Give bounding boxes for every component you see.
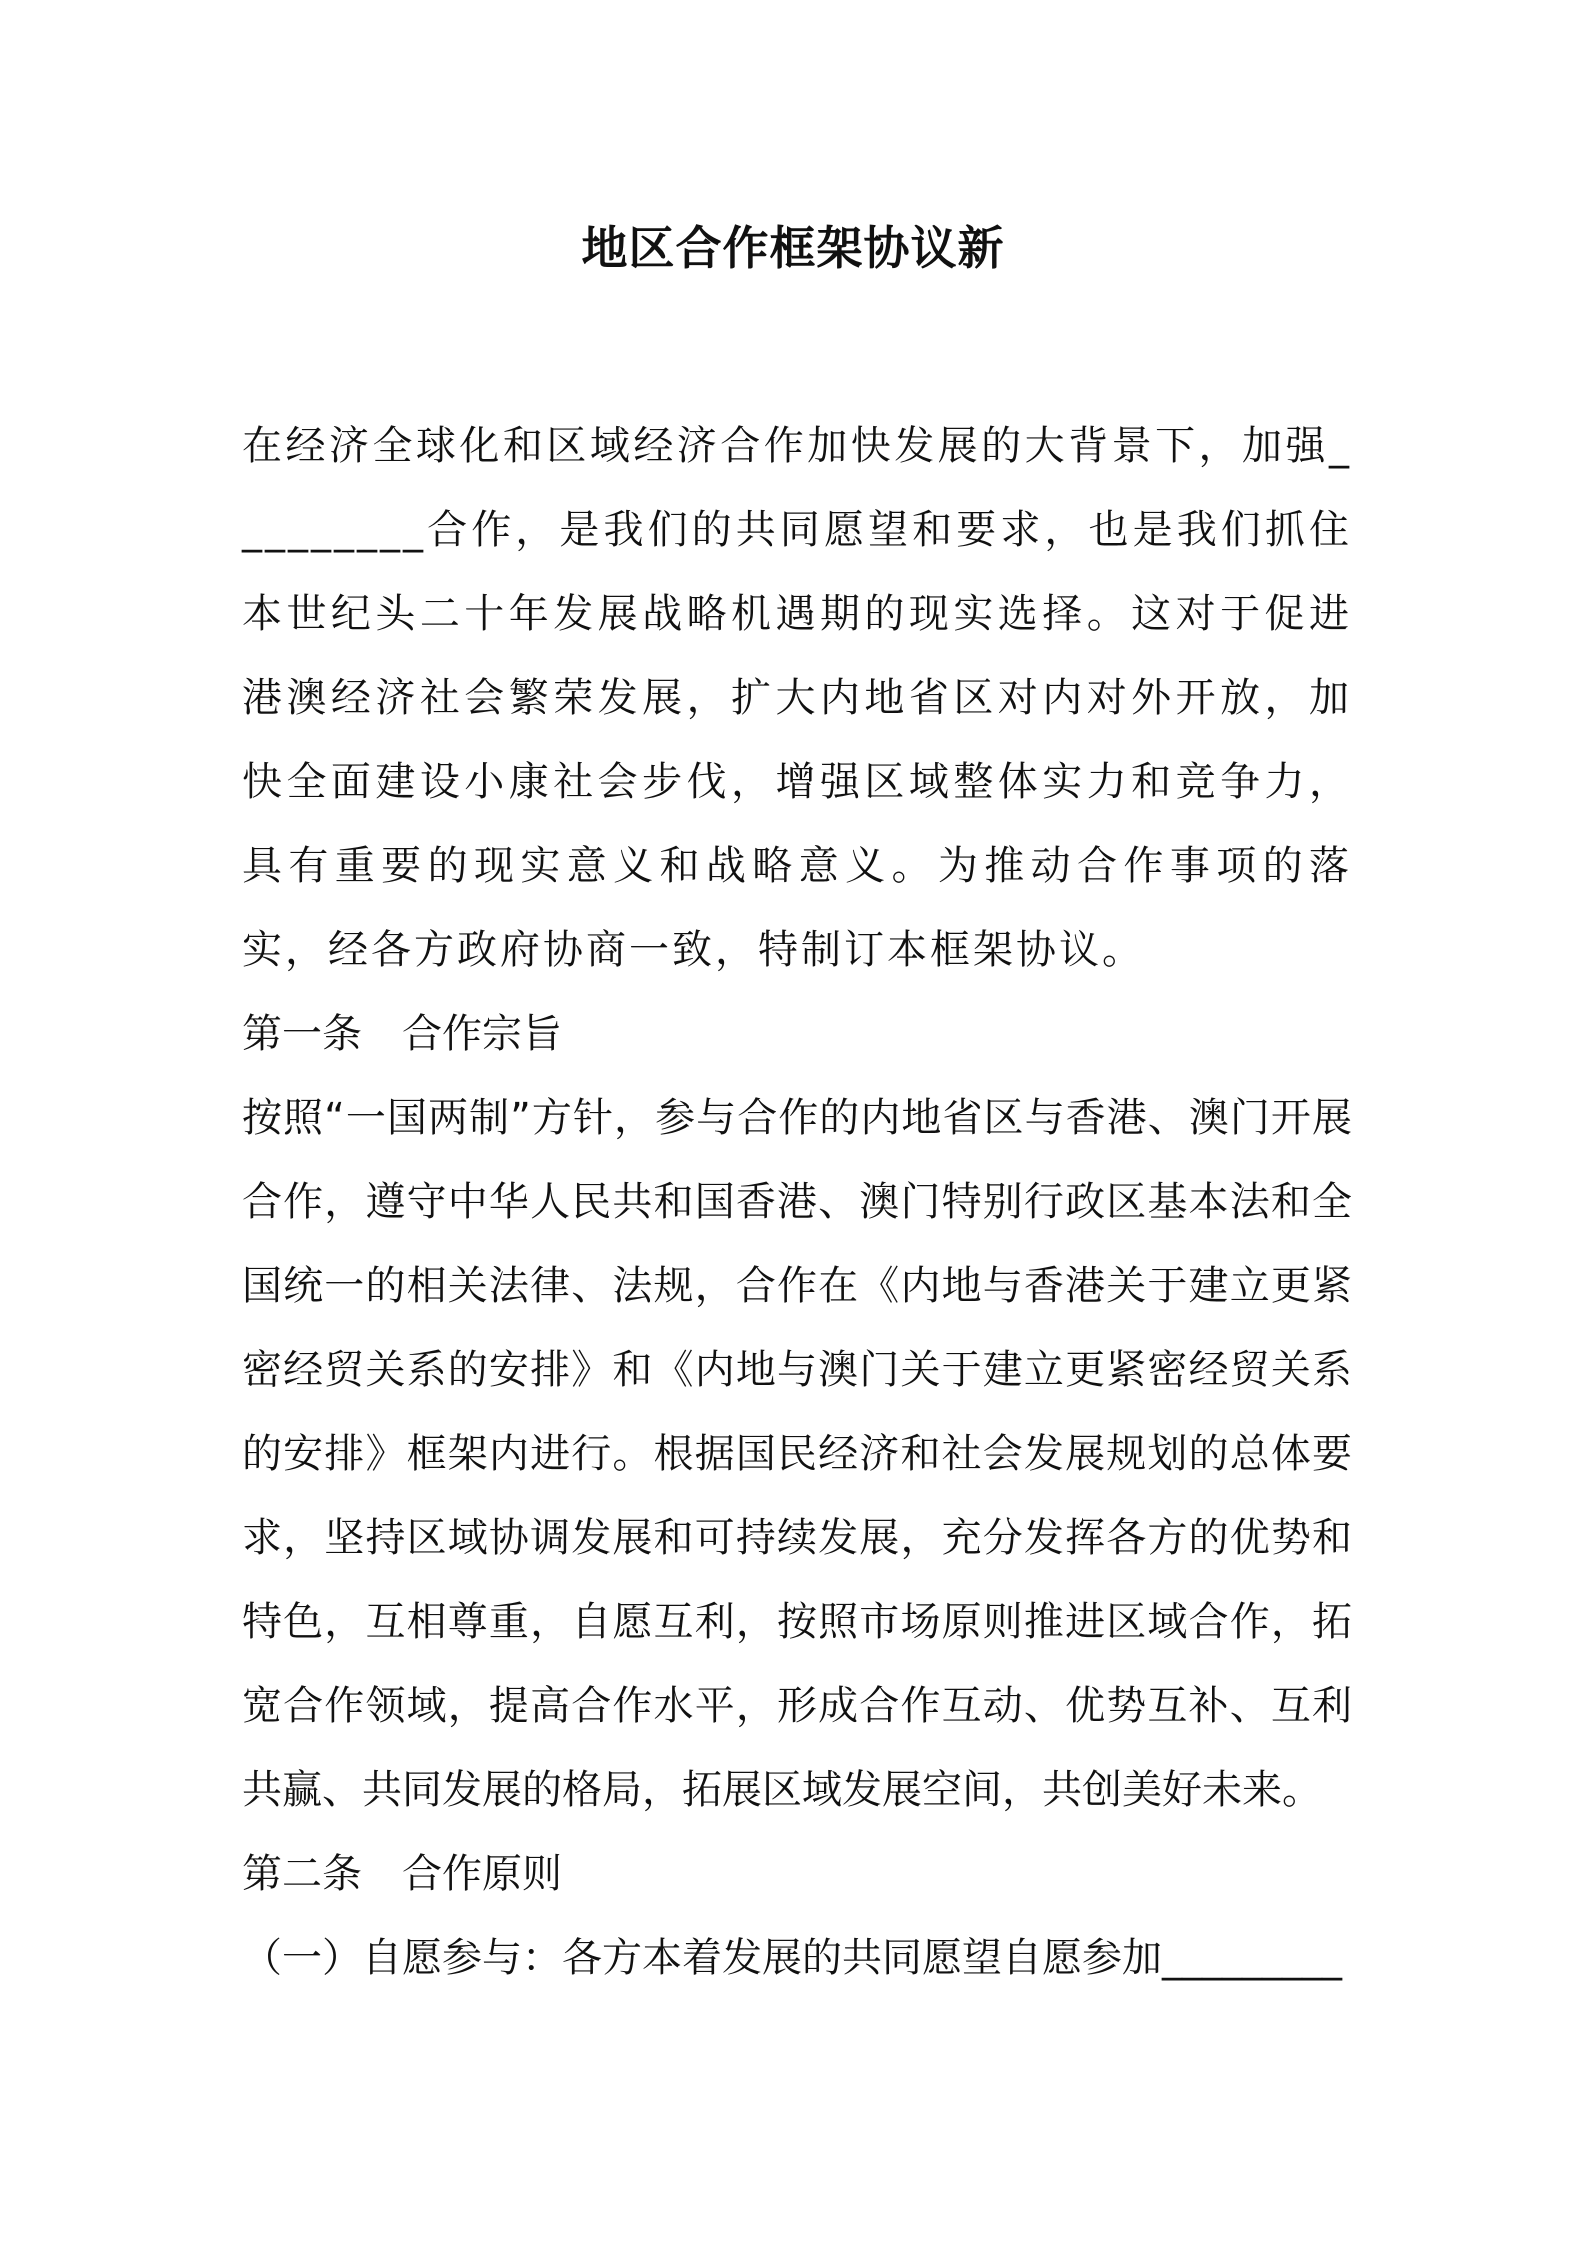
document-title: 地区合作框架协议新 [581, 221, 1005, 275]
article-1-paragraph: 按照“一国两制”方针，参与合作的内地省区与香港、澳门开展合作，遵守中华人民共和国香港、澳门特别行政区基本法和全国统一的相关法律、法规，合作在《内地与香港关于建立更紧密经贸关系的安排》和《内地与澳门关于建立更紧密经贸关系的安排》框架内进行。根据国民经济和社会发展规划的总体要求，坚持区域协调发展和可持续发展，充分发挥各方的优势和特色，互相尊重，自愿互利，按照市场原则推进区域合作，拓宽合作领域，提高合作水平，形成合作互动、优势互补、互利共赢、共同发展的格局，拓展区域发展空间，共创美好未来。 [242, 1095, 1352, 1813]
principle-1-paragraph: （一）自愿参与：各方本着发展的共同愿望自愿参加_________ [242, 1935, 1342, 1981]
intro-paragraph: 在经济全球化和区域经济合作加快发展的大背景下，加强_________合作，是我们的共同愿望和要求，也是我们抓住本世纪头二十年发展战略机遇期的现实选择。这对于促进港澳经济社会繁荣发展，扩大内地省区对内对外开放，加快全面建设小康社会步伐，增强区域整体实力和竞争力，具有重要的现实意义和战略意义。为推动合作事项的落实，经各方政府协商一致，特制订本框架协议。 [242, 423, 1352, 973]
article-2-heading: 第二条 合作原则 [242, 1851, 562, 1897]
document-body [242, 404, 1352, 2000]
article-1-heading: 第一条 合作宗旨 [242, 1011, 562, 1057]
